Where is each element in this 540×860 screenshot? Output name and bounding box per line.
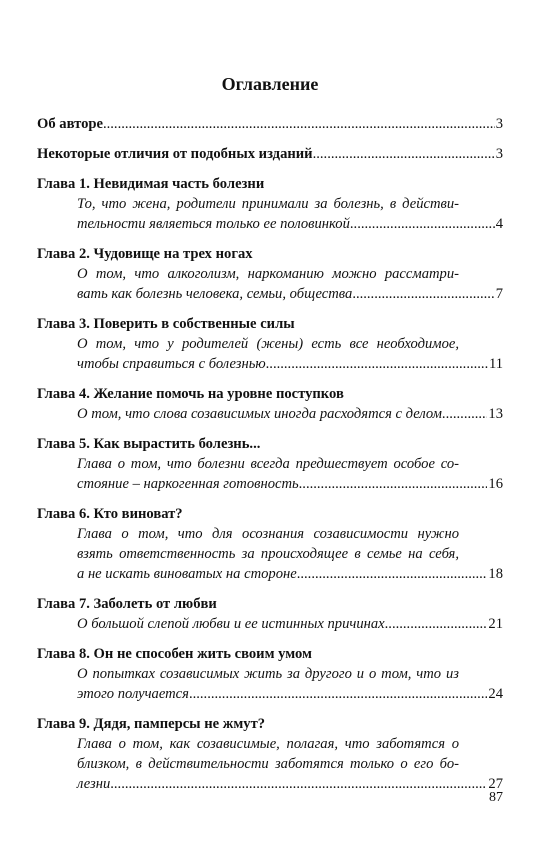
leader-dots <box>103 114 495 134</box>
chapter-title: Глава 7. Заболеть от любви <box>37 596 217 612</box>
toc-page-number: 3 <box>495 146 503 162</box>
toc-entry-title: Некоторые отличия от подобных изданий <box>37 146 313 162</box>
chapter-description-line: взять ответственность за происходящее в семье на себя, <box>77 546 459 562</box>
chapter-description-last-line: стояние – наркогенная готовность <box>77 476 299 492</box>
chapter-description-last-line: О большой слепой любви и ее истинных причинах <box>77 616 385 632</box>
toc-page-number: 18 <box>488 566 503 582</box>
toc-entry-about-author[interactable] <box>37 114 503 134</box>
toc-page-number: 3 <box>495 116 503 132</box>
leader-dots <box>266 354 488 374</box>
toc-entry-chapter-3[interactable] <box>37 314 503 374</box>
toc-page-number: 11 <box>488 356 503 372</box>
chapter-description-last-line: тельности являеться только ее половинкой <box>77 216 350 232</box>
chapter-description-line: О том, что у родителей (жены) есть все необходимое, <box>77 336 459 352</box>
toc-page-number: 16 <box>488 476 503 492</box>
chapter-description-line: О попытках созависимых жить за другого и о том, что из <box>77 666 459 682</box>
toc-entry-chapter-1[interactable] <box>37 174 503 234</box>
chapter-description-last-line: чтобы справиться с болезнью <box>77 356 266 372</box>
toc-entry-chapter-9[interactable] <box>37 714 503 794</box>
chapter-description-line: О том, что алкоголизм, наркоманию можно рассматри- <box>77 266 459 282</box>
chapter-title: Глава 8. Он не способен жить своим умом <box>37 646 312 662</box>
chapter-title: Глава 4. Желание помочь на уровне поступков <box>37 386 344 402</box>
toc-page-number: 27 <box>488 776 503 792</box>
table-of-contents <box>37 114 503 794</box>
leader-dots <box>110 774 487 794</box>
chapter-description-line: близком, в действительности заботятся только о его бо- <box>77 756 459 772</box>
toc-entry-differences[interactable] <box>37 144 503 164</box>
toc-page-number: 24 <box>488 686 503 702</box>
toc-entry-chapter-2[interactable] <box>37 244 503 304</box>
chapter-title: Глава 1. Невидимая часть болезни <box>37 176 265 192</box>
toc-page-number: 21 <box>488 616 503 632</box>
toc-entry-chapter-7[interactable] <box>37 594 503 634</box>
toc-entry-chapter-5[interactable] <box>37 434 503 494</box>
toc-entry-title: Об авторе <box>37 116 103 132</box>
leader-dots <box>352 284 494 304</box>
toc-entry-chapter-6[interactable] <box>37 504 503 584</box>
chapter-description-line: Глава о том, что для осознания созависимости нужно <box>77 526 459 542</box>
chapter-description-last-line: лезни <box>77 776 111 792</box>
page-number: 87 <box>489 790 503 805</box>
chapter-title: Глава 5. Как вырастить болезнь... <box>37 436 261 452</box>
toc-page-number: 4 <box>495 216 503 232</box>
chapter-description-last-line: а не искать виноватых на стороне <box>77 566 297 582</box>
chapter-title: Глава 9. Дядя, памперсы не жмут? <box>37 716 266 732</box>
chapter-title: Глава 2. Чудовище на трех ногах <box>37 246 253 262</box>
chapter-description-line: Глава о том, что болезни всегда предшествует особое со- <box>77 456 459 472</box>
page-title: Оглавление <box>221 74 319 94</box>
toc-page-number: 7 <box>495 286 503 302</box>
leader-dots <box>189 684 487 704</box>
chapter-description-line: Глава о том, как созависимые, полагая, что заботятся о <box>77 736 459 752</box>
chapter-description-last-line: этого получается <box>77 686 189 702</box>
chapter-description-last-line: О том, что слова созависимых иногда расходятся с делом <box>77 406 442 422</box>
leader-dots <box>299 474 488 494</box>
toc-entry-chapter-4[interactable] <box>37 384 503 424</box>
toc-page-number: 13 <box>488 406 503 422</box>
leader-dots <box>385 614 488 634</box>
chapter-title: Глава 6. Кто виноват? <box>37 506 183 522</box>
leader-dots <box>313 144 495 164</box>
leader-dots <box>442 404 487 424</box>
leader-dots <box>297 564 488 584</box>
chapter-title: Глава 3. Поверить в собственные силы <box>37 316 295 332</box>
chapter-description-last-line: вать как болезнь человека, семьи, общества <box>77 286 353 302</box>
leader-dots <box>350 214 495 234</box>
chapter-description-line: То, что жена, родители принимали за болезнь, в действи- <box>77 196 459 212</box>
toc-entry-chapter-8[interactable] <box>37 644 503 704</box>
